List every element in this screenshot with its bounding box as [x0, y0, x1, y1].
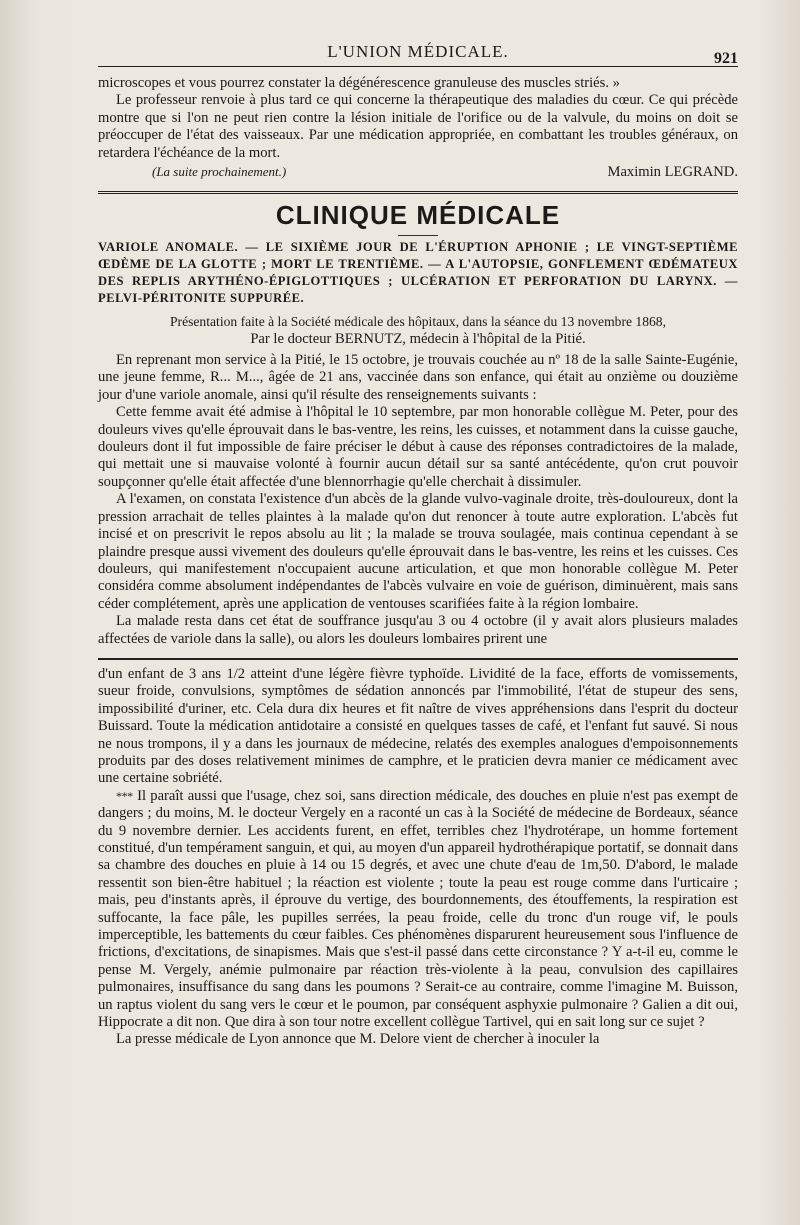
- previous-article-end: [98, 75, 738, 181]
- paragraph: d'un enfant de 3 ans 1/2 atteint d'une légère fièvre typhoïde. Lividité de la face, efforts de vomissements, sueur froide, convulsions, symptômes de sédation annoncés par l'immobilité, l'état de stupeur des sens, impossibilité d'uriner, etc. Cela dura dix heures et fit naître de vives appréhensions dans l'esprit du docteur Buissard. Toute la médication antidotaire a consisté en quelques tasses de café, et l'enfant fut sauvé. Si nous ne nous trompons, il y a dans les journaux de médecine, relatés des exemples analogues d'empoisonnements produits par des doses relativement minimes de camphre, et le praticien devra manier ce médicament avec une certaine sobriété.: [98, 665, 738, 787]
- feuilleton-section: [98, 666, 738, 1049]
- paragraph: Cette femme avait été admise à l'hôpital le 10 septembre, par mon honorable collègue M. Peter, pour des douleurs vives qu'elle éprouvait dans le bas-ventre, les reins, les cuisses, et notamment dans la cuisse gauche, douleurs dont il fut impossible de faire préciser le début à cause des réponses contradictoires de la malade, qui mettait une si mauvaise volonté à fournir aucun détail sur sa santé antécédente, qu'on crut pouvoir soupçonner qu'elle était affectée d'une blennorrhagie qu'elle cherchait à dissimuler.: [98, 404, 738, 490]
- asterism: * * *: [116, 788, 132, 803]
- presentation-note: Présentation faite à la Société médicale des hôpitaux, dans la séance du 13 novembre 1868,: [169, 314, 666, 330]
- paragraph-text: Il paraît aussi que l'usage, chez soi, sans direction médicale, des douches en pluie n'est pas exempt de dangers ; du moins, M. le docteur Vergely en a raconté un cas à la Société de médecine de Bordeaux, séance du 9 novembre dernier. Les accidents furent, en effet, terribles chez l'hydrotérape, un homme fortement constitué, d'un tempérament sanguin, et qui, au moyen d'un appareil hydrothérapique portatif, se donnait dans sa chambre des douches en pluie à 14 ou 15 degrés, et avec une chute d'eau de 1m,50. D'abord, le malade ressentit son bien-être habituel ; la réaction est violente ; toute la peau est rouge comme dans l'urticaire ; mais, peu d'instants après, il éprouve du vertige, des bourdonnements, des étouffements, la respiration est suffocante, la face pâle, les pupilles serrées, la peau froide, celle du tronc d'un rouge vif, le pouls imperceptible, les battements du cœur faibles. Ces phénomènes disparurent heureusement sous l'influence de frictions, d'excitations, de sinapismes. Mais que s'est-il passé dans cette circonstance ? Y a-t-il eu, comme le pense M. Vergely, anémie pulmonaire par réaction très-violente à la peau, convulsion des capillaires pulmonaires, insuffisance du sang dans les poumons ? Serait-ce au contraire, comme l'imagine M. Buisson, un raptus violent du sang vers le cœur et le poumon, par conséquent asphyxie pulmonaire ? Galien a dit oui, Hippocrate a dit non. Que dira à son tour notre excellent collègue Tartivel, qui en sait long sur ce sujet ?: [98, 787, 738, 1031]
- feuilleton-divider: [98, 658, 738, 660]
- running-title: L'UNION MÉDICALE.: [327, 42, 509, 61]
- title-rule: [398, 235, 438, 236]
- section-title: CLINIQUE MÉDICALE: [275, 200, 561, 231]
- signature-line: [98, 163, 738, 181]
- section-divider: [98, 191, 738, 194]
- paragraph: [98, 788, 738, 1032]
- page-header: [98, 38, 738, 66]
- continuation-note: (La suite prochainement.): [152, 164, 287, 180]
- paragraph: microscopes et vous pourrez constater la dégénérescence granuleuse des muscles striés. »: [98, 75, 620, 91]
- article-author: Par le docteur BERNUTZ, médecin à l'hôpital de la Pitié.: [250, 331, 586, 348]
- page-number: 921: [714, 50, 738, 67]
- paragraph: La malade resta dans cet état de souffrance jusqu'au 3 ou 4 octobre (il y avait alors plusieurs malades affectées de variole dans la salle), ou alors les douleurs lombaires prirent une: [98, 613, 738, 647]
- author-signature: Maximin LEGRAND.: [607, 164, 738, 181]
- case-title: VARIOLE ANOMALE. — LE SIXIÈME JOUR DE L'ÉRUPTION APHONIE ; LE VINGT-SEPTIÈME ŒDÈME DE LA GLOTTE ; MORT LE TRENTIÈME. — A L'AUTOPSIE, GONFLEMENT ŒDÉMATEUX DES REPLIS ARYTHÉNO-ÉPIGLOTTIQUES ; ULCÉRATION ET PERFORATION DU LARYNX. — PELVI-PÉRITONITE SUPPURÉE.: [98, 240, 738, 306]
- paragraph: En reprenant mon service à la Pitié, le 15 octobre, je trouvais couchée au nº 18 de la salle Sainte-Eugénie, une jeune femme, R... M..., âgée de 21 ans, vaccinée dans son enfance, qui était au onzième ou douzième jour d'une variole anomale, ainsi qu'il résulte des renseignements suivants :: [98, 352, 738, 403]
- paragraph: La presse médicale de Lyon annonce que M. Delore vient de chercher à inoculer la: [116, 1031, 600, 1048]
- clinique-medicale-article: [98, 200, 738, 648]
- header-rule: [98, 66, 738, 67]
- paragraph: Le professeur renvoie à plus tard ce qui concerne la thérapeutique des maladies du cœur. Ce qui précède montre que si l'on ne peut rien contre la lésion initiale de l'orifice ou de la valvule, du moins on doit se préoccuper de l'état des vaisseaux. Par une médication appropriée, en combattant les troubles généraux, on retardera l'échéance de la mort.: [98, 92, 738, 161]
- paragraph: A l'examen, on constata l'existence d'un abcès de la glande vulvo-vaginale droite, très-douloureux, dont la pression arrachait de telles plaintes à la malade qu'on dut renoncer à toute autre exploration. L'abcès fut incisé et on prescrivit le repos absolu au lit ; la malade se trouva soulagée, mais continua cependant à se plaindre presque aussi vivement des douleurs qu'elle éprouvait dans le bas-ventre, les reins et les cuisses. Ces douleurs, qui manifestement n'occupaient aucune articulation, et que mon honorable collègue M. Peter considéra comme absolument indépendantes de l'abcès vulvaire en voie de guérison, diminuèrent, mais sans céder complétement, après une application de ventouses scarifiées faite à la région lombaire.: [98, 491, 738, 612]
